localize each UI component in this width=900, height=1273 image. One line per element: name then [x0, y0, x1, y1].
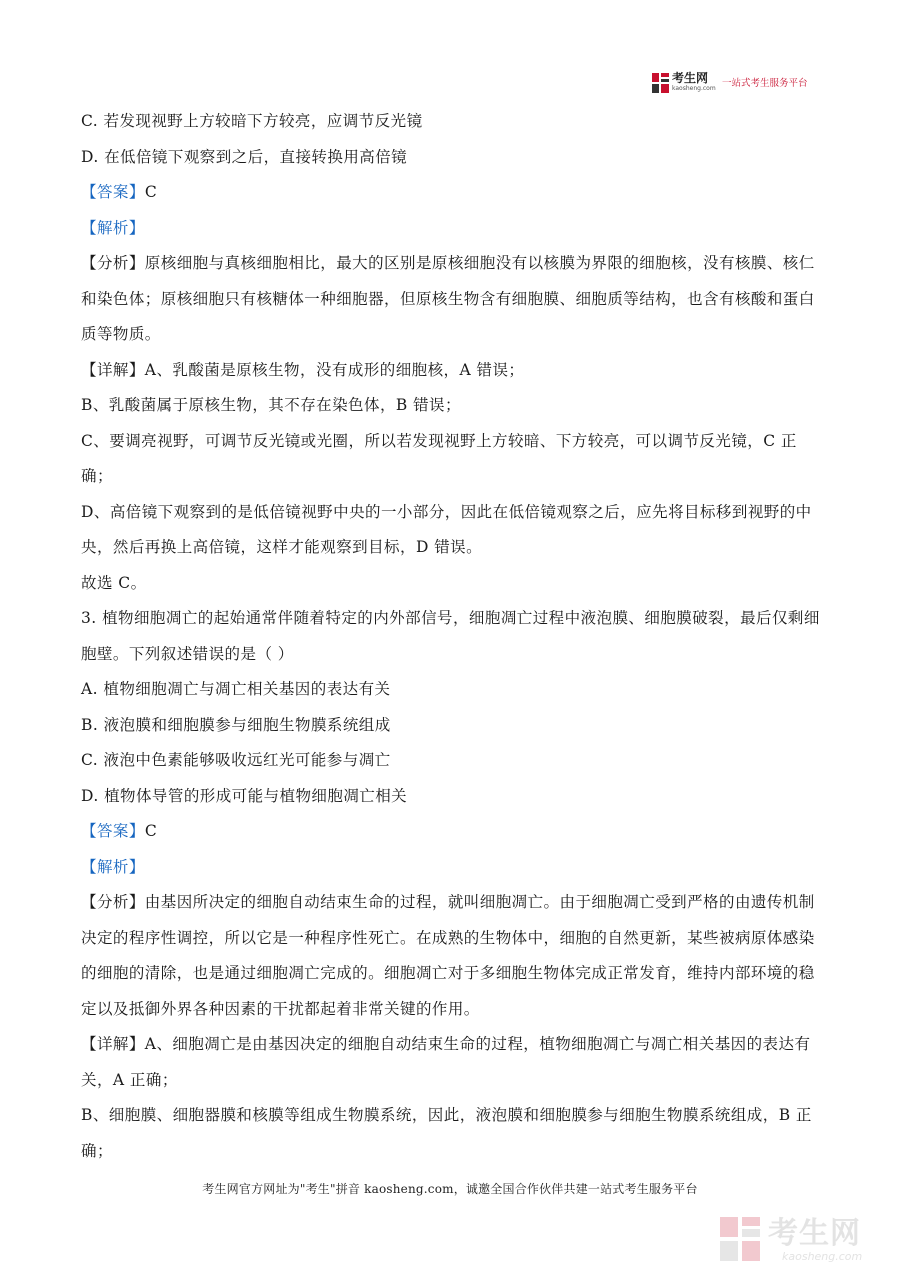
text-line: [81, 1063, 821, 1099]
text-line: [81, 104, 821, 140]
line-text: C. 若发现视野上方较暗下方较亮，应调节反光镜: [81, 112, 423, 130]
kaosheng-logo-icon: [652, 73, 669, 93]
line-text: D. 植物体导管的形成可能与植物细胞凋亡相关: [81, 786, 408, 805]
text-line: [81, 353, 821, 389]
line-text: B、细胞膜、细胞器膜和核膜等组成生物膜系统，因此，液泡膜和细胞膜参与细胞生物膜系统组成，B 正: [81, 1106, 812, 1124]
section-tag: 【答案】: [81, 822, 145, 840]
text-line: [81, 992, 821, 1028]
header-logo: [652, 72, 817, 96]
text-line: [81, 495, 821, 531]
line-text: 质等物质。: [81, 325, 161, 343]
text-line: [81, 246, 821, 282]
line-text: C. 液泡中色素能够吸收远红光可能参与凋亡: [81, 751, 391, 769]
text-line: [81, 850, 821, 886]
line-text: 决定的程序性调控，所以它是一种程序性死亡。在成熟的生物体中，细胞的自然更新，某些被病原体感染: [81, 928, 815, 947]
line-text: 的细胞的清除，也是通过细胞凋亡完成的。细胞凋亡对于多细胞生物体完成正常发育，维持内部环境的稳: [81, 964, 815, 982]
line-text: 3. 植物细胞凋亡的起始通常伴随着特定的内外部信号，细胞凋亡过程中液泡膜、细胞膜破裂，最后仅剩细: [81, 609, 820, 627]
text-line: [81, 317, 821, 353]
watermark-name: 考生网: [768, 1216, 861, 1251]
line-text: 【分析】由基因所决定的细胞自动结束生命的过程，就叫细胞凋亡。由于细胞凋亡受到严格的由遗传机制: [81, 893, 815, 911]
line-text: 确；: [81, 1141, 113, 1160]
text-line: [81, 175, 821, 211]
text-line: [81, 708, 821, 744]
logo-name: 考生网: [672, 71, 709, 85]
text-line: [81, 743, 821, 779]
line-text: C: [144, 822, 158, 840]
text-line: [81, 211, 821, 247]
section-tag: 【答案】: [81, 183, 145, 201]
text-line: [81, 424, 821, 460]
line-text: B. 液泡膜和细胞膜参与细胞生物膜系统组成: [81, 715, 391, 734]
logo-domain: kaosheng.com: [672, 85, 716, 92]
watermark-logo-icon: [718, 1215, 762, 1263]
line-text: 确；: [81, 467, 113, 485]
line-text: A. 植物细胞凋亡与凋亡相关基因的表达有关: [81, 680, 391, 698]
text-line: [81, 672, 821, 708]
section-tag: 【解析】: [81, 857, 145, 876]
text-line: [81, 1098, 821, 1134]
section-tag: 【解析】: [81, 218, 145, 237]
text-line: [81, 637, 821, 673]
document-body: [81, 104, 821, 1169]
line-text: 和染色体；原核细胞只有核糖体一种细胞器，但原核生物含有细胞膜、细胞质等结构，也含有核酸和蛋白: [81, 289, 815, 308]
text-line: [81, 601, 821, 637]
line-text: 胞壁。下列叙述错误的是（ ）: [81, 644, 294, 663]
text-line: [81, 140, 821, 176]
line-text: 【详解】A、乳酸菌是原核生物，没有成形的细胞核，A 错误；: [81, 360, 525, 379]
text-line: [81, 885, 821, 921]
line-text: C: [144, 183, 158, 201]
text-line: [81, 814, 821, 850]
text-line: [81, 388, 821, 424]
footer-text: 考生网官方网址为"考生"拼音 kaosheng.com，诚邀全国合作伙伴共建一站式考生服务平台: [202, 1182, 698, 1196]
line-text: 【分析】原核细胞与真核细胞相比，最大的区别是原核细胞没有以核膜为界限的细胞核，没有核膜、核仁: [81, 254, 815, 272]
line-text: 故选 C。: [81, 573, 147, 592]
line-text: D、高倍镜下观察到的是低倍镜视野中央的一小部分，因此在低倍镜观察之后，应先将目标移到视野的中: [81, 502, 812, 521]
line-text: 央，然后再换上高倍镜，这样才能观察到目标，D 错误。: [81, 538, 483, 556]
line-text: C、要调亮视野，可调节反光镜或光圈，所以若发现视野上方较暗、下方较亮，可以调节反光镜，C 正: [81, 431, 797, 450]
line-text: B、乳酸菌属于原核生物，其不存在染色体，B 错误；: [81, 396, 461, 414]
text-line: [81, 1027, 821, 1063]
watermark-logo: [718, 1215, 888, 1265]
logo-tagline: 一站式考生服务平台: [722, 78, 808, 89]
text-line: [81, 282, 821, 318]
line-text: 关，A 正确；: [81, 1070, 178, 1089]
watermark-domain: kaosheng.com: [782, 1250, 863, 1263]
text-line: [81, 779, 821, 815]
text-line: [81, 566, 821, 602]
line-text: D. 在低倍镜下观察到之后，直接转换用高倍镜: [81, 147, 408, 166]
text-line: [81, 1134, 821, 1170]
line-text: 【详解】A、细胞凋亡是由基因决定的细胞自动结束生命的过程，植物细胞凋亡与凋亡相关基因的表达有: [81, 1035, 811, 1053]
text-line: [81, 956, 821, 992]
text-line: [81, 921, 821, 957]
line-text: 定以及抵御外界各种因素的干扰都起着非常关键的作用。: [81, 999, 480, 1018]
text-line: [81, 459, 821, 495]
text-line: [81, 530, 821, 566]
